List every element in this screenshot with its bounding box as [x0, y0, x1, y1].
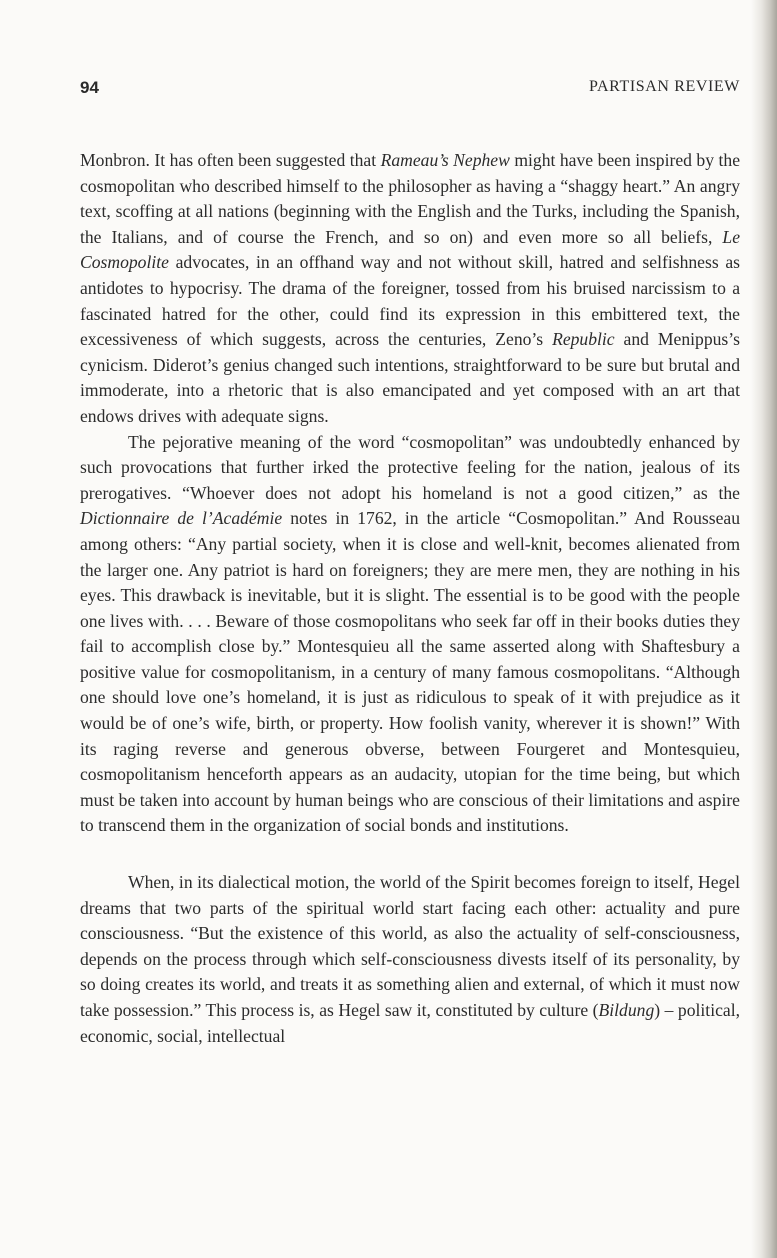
italic-title: Le Cosmopolite: [80, 226, 740, 273]
running-title: PARTISAN REVIEW: [588, 78, 740, 95]
paragraph: [80, 148, 740, 430]
italic-title: Rameau’s Nephew: [380, 150, 510, 170]
page-gutter-shadow: [751, 0, 777, 1258]
text-run: might have been inspired by the cosmopolitan who described himself to the philosopher as having a “shaggy heart.” An angry text, scoffing at all nations (beginning with the English and the Turks, including the Spanish, the Italians, and of course the French, and so on) and even more so all beliefs,: [80, 150, 740, 247]
text-run: Monbron. It has often been suggested that: [80, 150, 381, 170]
text-run: ) – political, economic, social, intellectual: [80, 1000, 740, 1046]
paragraph: [80, 870, 740, 1049]
text-run: and Menippus’s cynicism. Diderot’s genius changed such intentions, straightforward to be sure but brutal and immoderate, into a rhetoric that is also emancipated and yet composed with an art that endows drives with adequate signs.: [80, 329, 740, 426]
text-run: When, in its dialectical motion, the world of the Spirit becomes foreign to itself, Hegel dreams that two parts of the spiritual world start facing each other: actuality and pure consciousness. “But the existence of this world, as also the actuality of self-consciousness, depends on the process through which self-consciousness divests itself of its personality, by so doing creates its world, and treats it as something alien and external, of which it must now take possession.” This process is, as Hegel saw it, constituted by culture (: [80, 872, 740, 1020]
italic-title: Republic: [552, 329, 615, 350]
text-run: The pejorative meaning of the word “cosmopolitan” was undoubtedly enhanced by such provocations that further irked the protective feeling for the nation, jealous of its prerogatives. “Whoever does not adopt his homeland is not a good citizen,” as the: [80, 431, 740, 503]
page-header: [80, 78, 740, 102]
italic-term: Bildung: [598, 1000, 655, 1020]
body-text: [80, 148, 740, 1049]
text-run: notes in 1762, in the article “Cosmopolitan.” And Rousseau among others: “Any partial society, when it is close and well-knit, becomes alienated from the larger one. Any patriot is hard on foreigners; they are mere men, they are nothing in his eyes. This drawback is inevitable, but it is slight. The essential is to be good with the people one lives with. . . . Beware of those cosmopolitans who seek far off in their books duties they fail to accomplish close by.” Montesquieu all the same asserted along with Shaftesbury a positive value for cosmopolitanism, in a century of many famous cosmopolitans. “Although one should love one’s homeland, it is just as ridiculous to speak of it with prejudice as it would be of one’s wife, birth, or property. How foolish vanity, wherever it is shown!” With its raging reverse and generous obverse, between Fourgeret and Montesquieu, cosmopolitanism henceforth appears as an audacity, utopian for the time being, but which must be taken into account by human beings who are conscious of their limitations and aspire to transcend them in the organization of social bonds and institutions.: [80, 508, 740, 836]
page-number: 94: [80, 78, 99, 97]
paragraph: [80, 430, 740, 840]
text-run: advocates, in an offhand way and not without skill, hatred and selfishness as antidotes to hypocrisy. The drama of the foreigner, tossed from his bruised narcissism to a fascinated hatred for the other, could find its expression in this embittered text, the excessiveness of which suggests, across the centuries, Zeno’s: [80, 252, 740, 350]
italic-title: Dictionnaire de l’Académie: [80, 508, 283, 529]
